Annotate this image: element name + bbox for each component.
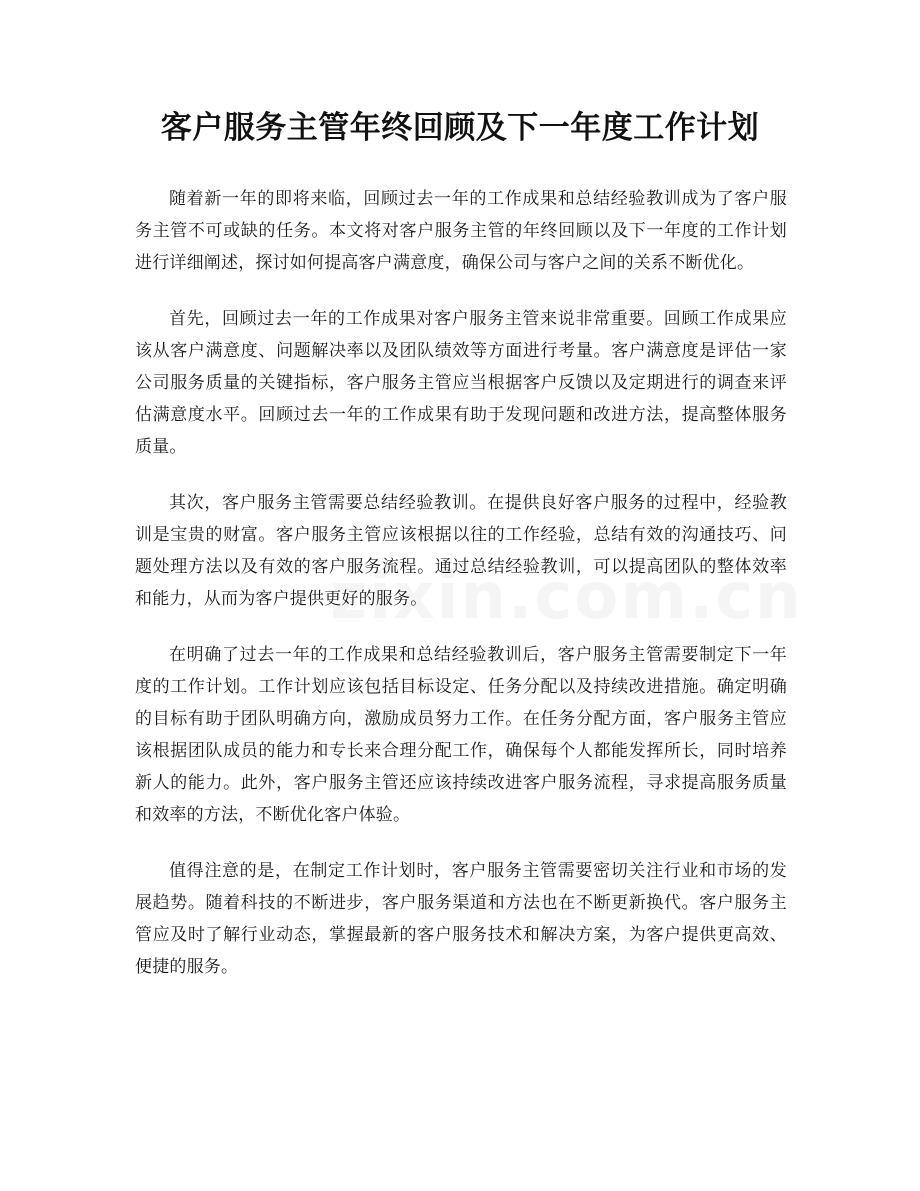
paragraph-intro: 随着新一年的即将来临，回顾过去一年的工作成果和总结经验教训成为了客户服务主管不可或缺的任务。本文将对客户服务主管的年终回顾以及下一年度的工作计划进行详细阐述，探讨如何提高客户满意度，确保公司与客户之间的关系不断优化。 — [135, 189, 787, 273]
paragraph-industry-trends: 值得注意的是，在制定工作计划时，客户服务主管需要密切关注行业和市场的发展趋势。随着科技的不断进步，客户服务渠道和方法也在不断更新换代。客户服务主管应及时了解行业动态，掌握最新的客户服务技术和解决方案，为客户提供更高效、便捷的服务。 — [135, 861, 787, 977]
document-title: 客户服务主管年终回顾及下一年度工作计划 — [160, 110, 760, 146]
document-body — [135, 183, 787, 1007]
paragraph-review-results: 首先，回顾过去一年的工作成果对客户服务主管来说非常重要。回顾工作成果应该从客户满意度、问题解决率以及团队绩效等方面进行考量。客户满意度是评估一家公司服务质量的关键指标，客户服务主管应当根据客户反馈以及定期进行的调查来评估满意度水平。回顾过去一年的工作成果有助于发现问题和改进方法，提高整体服务质量。 — [135, 309, 787, 457]
paragraph-work-plan: 在明确了过去一年的工作成果和总结经验教训后，客户服务主管需要制定下一年度的工作计划。工作计划应该包括目标设定、任务分配以及持续改进措施。确定明确的目标有助于团队明确方向，激励成员努力工作。在任务分配方面，客户服务主管应该根据团队成员的能力和专长来合理分配工作，确保每个人都能发挥所长，同时培养新人的能力。此外，客户服务主管还应该持续改进客户服务流程，寻求提高服务质量和效率的方法，不断优化客户体验。 — [135, 645, 787, 825]
paragraph-lessons-learned: 其次，客户服务主管需要总结经验教训。在提供良好客户服务的过程中，经验教训是宝贵的财富。客户服务主管应该根据以往的工作经验，总结有效的沟通技巧、问题处理方法以及有效的客户服务流程。通过总结经验教训，可以提高团队的整体效率和能力，从而为客户提供更好的服务。 — [135, 493, 787, 609]
